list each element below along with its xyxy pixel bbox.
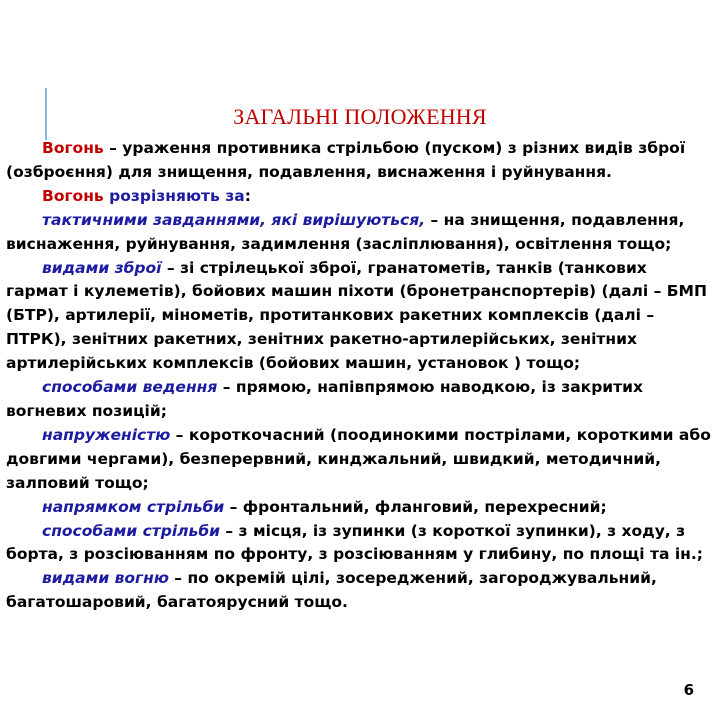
- list-item-term: напруженістю: [42, 425, 171, 444]
- document-body: [6, 137, 712, 615]
- classification-colon: :: [244, 186, 251, 205]
- list-item: [6, 376, 712, 424]
- term-vohon: Вогонь: [42, 186, 104, 205]
- list-item: [6, 496, 712, 520]
- page-number: 6: [683, 681, 694, 699]
- list-item-term: видами вогню: [42, 569, 169, 588]
- list-item-term: напрямком стрільби: [42, 497, 225, 516]
- classification-lead: розрізняють за: [103, 186, 245, 205]
- list-item: [6, 520, 712, 568]
- list-item: [6, 209, 712, 257]
- list-item-text: – на знищення, подавлення, виснаження, руйнування, задимлення (засліплювання), освітлення тощо;: [6, 210, 685, 253]
- list-item: [6, 567, 712, 615]
- paragraph-classification: [6, 185, 712, 209]
- list-item-term: способами ведення: [42, 378, 218, 397]
- list-item-term: способами стрільби: [42, 521, 221, 540]
- list-item-text: – зі стрілецької зброї, гранатометів, танків (танкових гармат і кулеметів), бойових машин піхоти (бронетранспортерів) (далі – БМП (БТР), артилерії, мінометів, протитанкових ракетних комплексів (далі – ПТРК), зенітних ракетних, зенітних ракетно-артилерійських, зенітних артилерійських комплексів (бойових машин, установок ) тощо;: [6, 258, 707, 373]
- term-vohon: Вогонь: [42, 139, 104, 157]
- list-item: [6, 424, 712, 496]
- list-item-term: видами зброї: [42, 258, 162, 277]
- list-item-text: – з місця, із зупинки (з короткої зупинки), з ходу, з борта, з розсіюванням по фронту, з розсіюванням у глибину, по площі та ін.;: [6, 521, 703, 564]
- definition-text: – ураження противника стрільбою (пуском) з різних видів зброї (озброєння) для знищення, подавлення, виснаження і руйнування.: [6, 139, 686, 181]
- list-item-text: – короткочасний (поодинокими пострілами, короткими або довгими чергами), безперервний, кинджальний, швидкий, методичний, залповий тощо;: [6, 425, 711, 492]
- page-title: ЗАГАЛЬНІ ПОЛОЖЕННЯ: [233, 104, 487, 129]
- list-item-text: – фронтальний, фланговий, перехресний;: [224, 497, 607, 516]
- list-item-term: тактичними завданнями, які вирішуються,: [42, 210, 426, 229]
- list-item: [6, 257, 712, 377]
- list-item-text: – прямою, напівпрямою наводкою, із закритих вогневих позицій;: [6, 378, 644, 420]
- paragraph-definition: [6, 137, 712, 185]
- list-item-text: – по окремій цілі, зосереджений, загороджувальний, багатошаровий, багатоярусний тощо.: [6, 569, 657, 612]
